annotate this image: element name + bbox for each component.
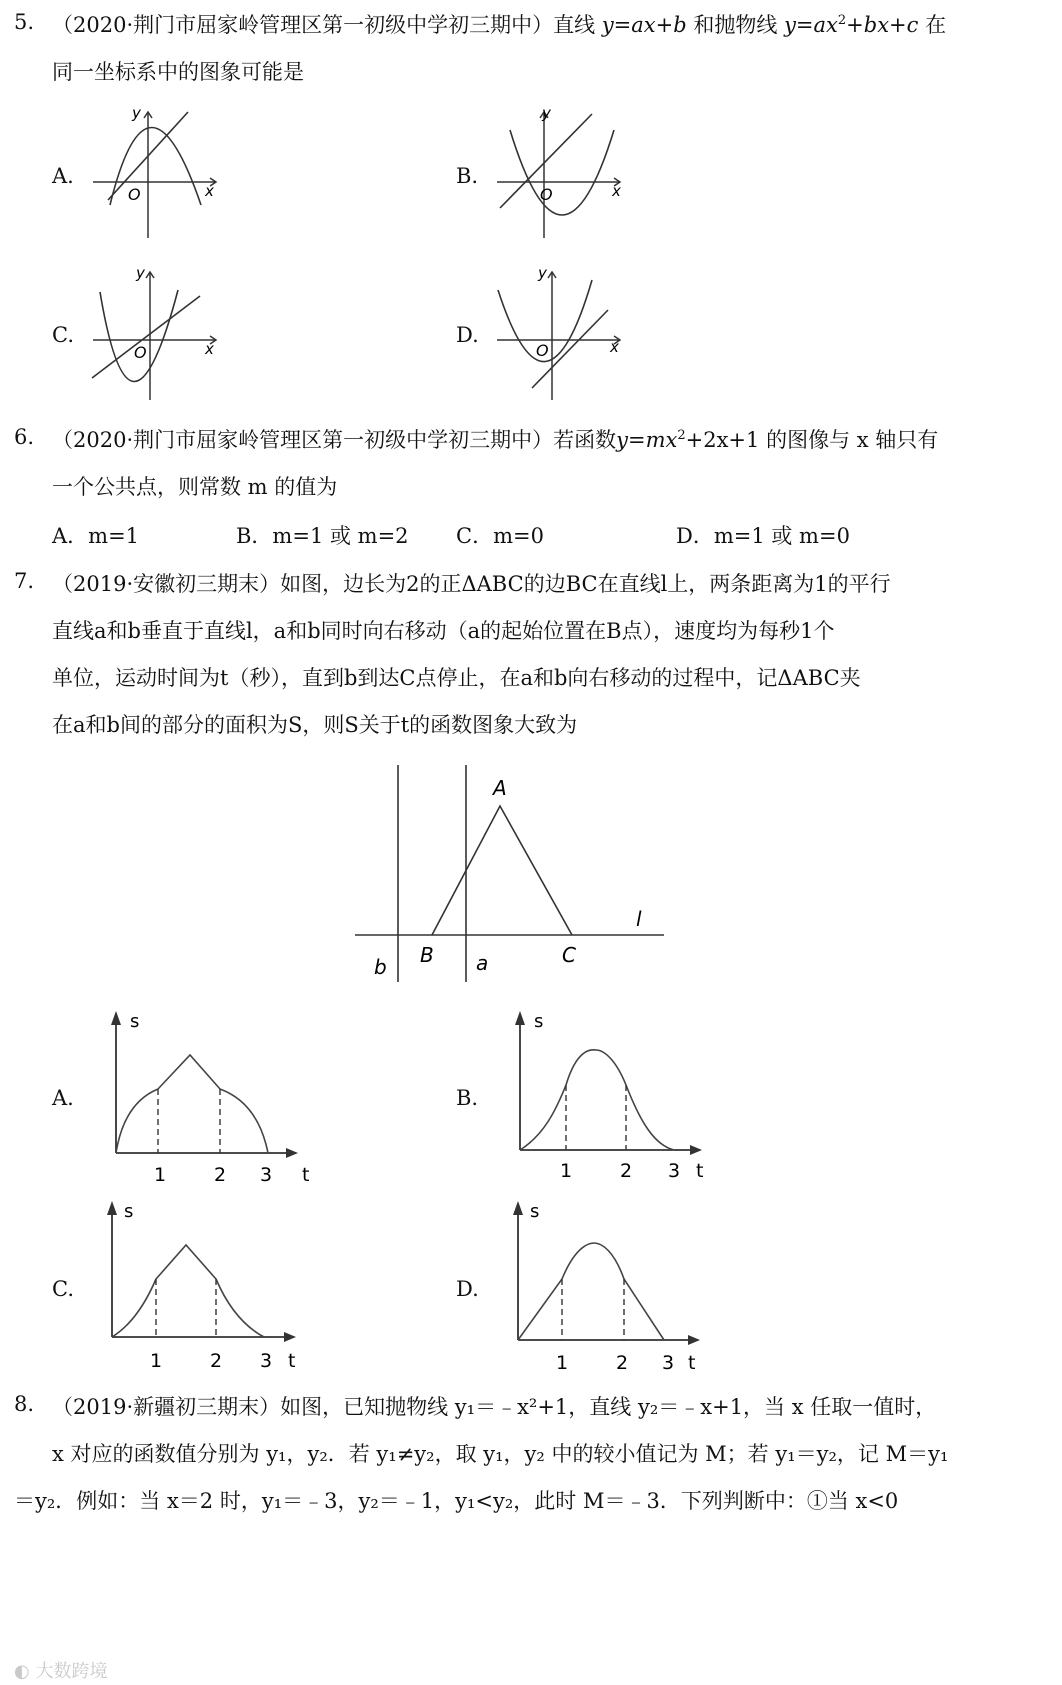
q5-graph-d	[492, 260, 632, 405]
q7d-tick-2: 2	[616, 1352, 629, 1374]
q6-option-c: C．m=0	[456, 524, 544, 548]
q7a-tick-2: 2	[214, 1164, 227, 1186]
q7b-s-label: s	[534, 1011, 544, 1032]
q7c-tick-1: 1	[150, 1350, 163, 1372]
q5-eq-line: y=ax+b	[601, 13, 687, 37]
q6-line1	[52, 425, 938, 455]
q7-option-a: A.	[52, 1086, 74, 1110]
q7b-tick-1: 1	[560, 1160, 573, 1182]
q7b-tick-2: 2	[620, 1160, 633, 1182]
q7-line1: （2019·安徽初三期末）如图，边长为2的正ΔABC的边BC在直线l上，两条距离为1的平行	[52, 572, 891, 596]
q7-graph-b	[494, 1005, 724, 1190]
q7c-s-label: s	[124, 1201, 134, 1222]
q7d-t-label: t	[688, 1352, 696, 1374]
q5-eq-par-b: +bx+c	[846, 13, 919, 37]
q5-eq-par-a: y=ax	[784, 13, 838, 37]
q5d-y-label: y	[538, 264, 547, 282]
q7-option-c: C.	[52, 1277, 74, 1301]
watermark	[14, 1657, 107, 1683]
q7-triangle-figure	[350, 760, 670, 990]
q7a-tick-3: 3	[260, 1164, 273, 1186]
q6-option-b: B．m=1 或 m=2	[236, 524, 409, 548]
q5-option-a: A.	[52, 164, 74, 188]
q7-label-A: A	[493, 776, 507, 800]
q7d-tick-1: 1	[556, 1352, 569, 1374]
q6-line2: 一个公共点，则常数 m 的值为	[52, 475, 338, 499]
q5-graph-a	[88, 100, 228, 240]
q5a-origin: O	[128, 185, 141, 204]
q7d-tick-3: 3	[662, 1352, 675, 1374]
q6-line1-prefix: （2020·荆门市屈家岭管理区第一初级中学初三期中）若函数	[52, 428, 617, 452]
q7d-s-label: s	[530, 1201, 540, 1222]
q5-option-d: D.	[456, 323, 479, 347]
q5-graph-c	[88, 260, 228, 405]
q7a-t-label: t	[302, 1164, 310, 1186]
q8-line3: ＝y₂．例如：当 x＝2 时，y₁＝﹣3，y₂＝﹣1，y₁<y₂，此时 M＝﹣3．下列判断中：①当 x<0	[14, 1489, 899, 1513]
q6-sup: 2	[677, 428, 686, 443]
q7-label-C: C	[562, 943, 576, 967]
q7-graph-c	[88, 1195, 318, 1380]
q5-graph-b	[492, 100, 632, 240]
q7-option-b: B.	[456, 1086, 479, 1110]
q5a-x-label: x	[205, 182, 214, 200]
q7c-tick-2: 2	[210, 1350, 223, 1372]
q5b-y-label: y	[542, 104, 551, 122]
q7-line2: 直线a和b垂直于直线l，a和b同时向右移动（a的起始位置在B点），速度均为每秒1个	[52, 619, 835, 643]
q5a-y-label: y	[132, 104, 141, 122]
q7-number: 7.	[14, 569, 35, 593]
q7b-t-label: t	[696, 1160, 704, 1182]
q7-label-B: B	[420, 943, 434, 967]
watermark-text: 大数跨境	[35, 1661, 108, 1682]
q7b-tick-3: 3	[668, 1160, 681, 1182]
q5d-origin: O	[536, 341, 549, 360]
q7-label-a: a	[476, 951, 489, 975]
q7c-t-label: t	[288, 1350, 296, 1372]
q8-line1: （2019·新疆初三期末）如图，已知抛物线 y₁＝﹣x²+1，直线 y₂＝﹣x+1，当 x 任取一值时，	[52, 1395, 937, 1419]
q5-in: 在	[925, 13, 947, 37]
q7a-s-label: s	[130, 1011, 140, 1032]
q5d-x-label: x	[610, 338, 619, 356]
q6-eq-a: y=mx	[616, 428, 678, 452]
q7-option-d: D.	[456, 1277, 479, 1301]
q7-label-l: l	[636, 907, 642, 931]
q7-label-b: b	[374, 955, 387, 979]
q5-line2: 同一坐标系中的图象可能是	[52, 60, 304, 84]
q8-line2: x 对应的函数值分别为 y₁，y₂．若 y₁≠y₂，取 y₁，y₂ 中的较小值记为 M；若 y₁＝y₂，记 M＝y₁	[52, 1442, 949, 1466]
q7-graph-a	[90, 1005, 320, 1190]
q7-line3: 单位，运动时间为t（秒），直到b到达C点停止，在a和b向右移动的过程中，记ΔABC夹	[52, 666, 861, 690]
q5c-y-label: y	[136, 264, 145, 282]
q6-option-d: D．m=1 或 m=0	[676, 524, 850, 548]
q5b-x-label: x	[612, 182, 621, 200]
q5b-origin: O	[540, 185, 553, 204]
q5-option-b: B.	[456, 164, 479, 188]
q8-number: 8.	[14, 1392, 35, 1416]
q5c-x-label: x	[205, 340, 214, 358]
q5-sup: 2	[837, 13, 847, 28]
q6-eq-b: +2x+1	[685, 428, 760, 452]
watermark-logo-icon: ◐	[14, 1661, 30, 1682]
q5-number: 5.	[14, 10, 35, 34]
q5-and: 和抛物线	[693, 13, 778, 37]
q7a-tick-1: 1	[154, 1164, 167, 1186]
q7c-tick-3: 3	[260, 1350, 273, 1372]
q7-graph-d	[492, 1195, 722, 1380]
q5c-origin: O	[134, 343, 147, 362]
q7-line4: 在a和b间的部分的面积为S，则S关于t的函数图象大致为	[52, 713, 578, 737]
q6-number: 6.	[14, 425, 35, 449]
q5-line1-prefix: （2020·荆门市屈家岭管理区第一初级中学初三期中）直线	[52, 13, 596, 37]
q5-option-c: C.	[52, 323, 74, 347]
q6-line1-suffix: 的图像与 x 轴只有	[766, 428, 939, 452]
q6-option-a: A．m=1	[52, 524, 140, 548]
q5-line1	[52, 10, 946, 40]
